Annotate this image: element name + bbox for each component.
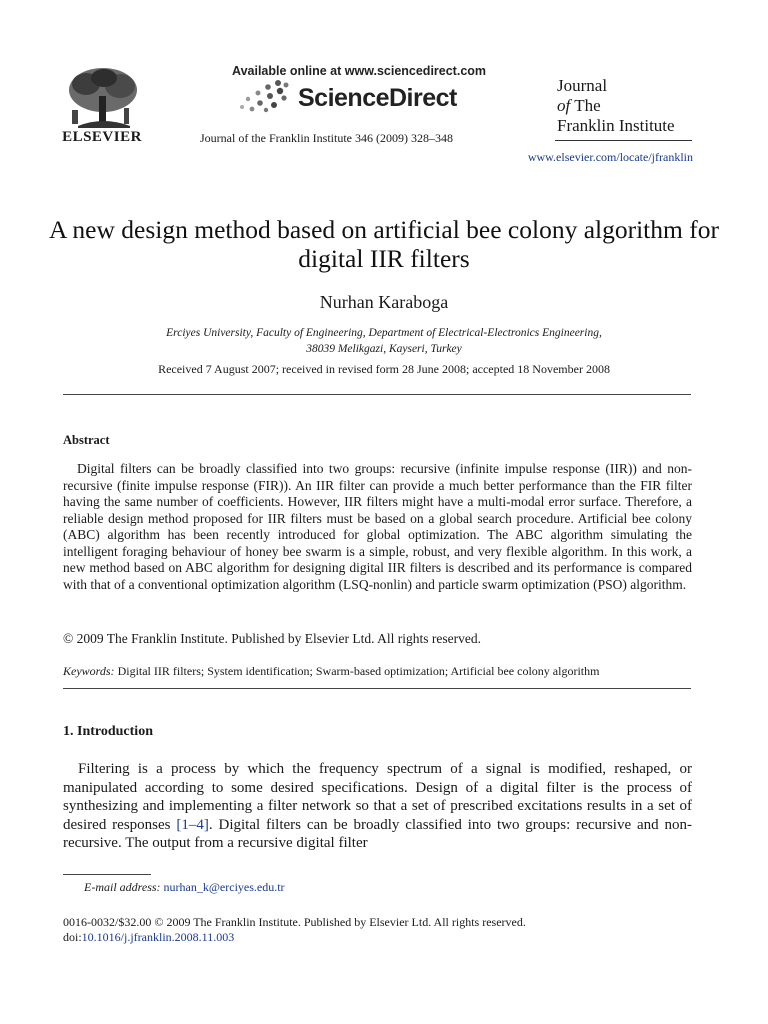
abstract-heading: Abstract xyxy=(63,433,110,447)
author-email-footnote xyxy=(84,880,285,895)
sciencedirect-wordmark[interactable]: ScienceDirect xyxy=(298,84,457,112)
journal-name-line2: of The xyxy=(557,96,601,115)
introduction-paragraph: Filtering is a process by which the frequency spectrum of a signal is modified, reshaped, or manipulated according to some desired specifications. Design of a digital filter is the process of synthesizing and implementing a filter network so that a set of prescribed excitations results in a set of desired responses [1–4]. Digital filters can be broadly classified into two groups: recursive and non-recursive. The output from a recursive digital filter xyxy=(63,761,693,851)
issn-copyright-line: 0016-0032/$32.00 © 2009 The Franklin Institute. Published by Elsevier Ltd. All rights reserved. xyxy=(63,915,526,929)
email-link[interactable]: nurhan_k@erciyes.edu.tr xyxy=(163,880,285,894)
journal-name-rule xyxy=(555,140,692,141)
affiliation-line1: Erciyes University, Faculty of Engineering, Department of Electrical-Electronics Engineering, xyxy=(166,327,602,339)
citation-link[interactable]: [1–4] xyxy=(176,816,209,833)
keywords-list: Digital IIR filters; System identification; Swarm-based optimization; Artificial bee colony algorithm xyxy=(117,664,600,678)
affiliation-line2: 38039 Melikgazi, Kayseri, Turkey xyxy=(306,343,462,355)
journal-name-line1: Journal xyxy=(557,76,608,95)
keywords-label: Keywords: xyxy=(63,664,115,678)
doi-line: doi:10.1016/j.jfranklin.2008.11.003 xyxy=(63,930,235,944)
author-affiliation xyxy=(60,325,708,357)
publisher-name: ELSEVIER xyxy=(62,129,142,145)
abstract-top-divider xyxy=(63,394,691,395)
available-online-text[interactable]: Available online at www.sciencedirect.com xyxy=(232,64,487,78)
section-heading-introduction: 1. Introduction xyxy=(63,724,153,739)
journal-citation: Journal of the Franklin Institute 346 (2009) 328–348 xyxy=(200,131,453,145)
abstract-copyright: © 2009 The Franklin Institute. Published by Elsevier Ltd. All rights reserved. xyxy=(63,631,481,646)
keywords-line xyxy=(63,664,599,679)
received-dates: Received 7 August 2007; received in revised form 28 June 2008; accepted 18 November 2008 xyxy=(158,362,610,376)
journal-name xyxy=(557,76,675,136)
email-label: E-mail address: xyxy=(84,880,161,894)
footnote-rule xyxy=(63,874,151,875)
abstract-body: Digital filters can be broadly classified into two groups: recursive (infinite impulse response (IIR)) and non-recursive (finite impulse response (FIR)). An IIR filter can provide a much better performance than the FIR filter having the same number of coefficients. However, IIR filters might have a multi-modal error surface. Therefore, a reliable design method proposed for IIR filters must be based on a global search procedure. Artificial bee colony (ABC) algorithm has been recently introduced for global optimization. The ABC algorithm simulating the intelligent foraging behaviour of honey bee swarm is a simple, robust, and very flexible algorithm. In this work, a new method based on ABC algorithm for designing digital IIR filters is described and its performance is compared with that of a conventional optimization algorithm (LSQ-nonlin) and particle swarm optimization (PSO) algorithm. xyxy=(63,461,692,592)
doi-link[interactable]: 10.1016/j.jfranklin.2008.11.003 xyxy=(81,930,235,944)
journal-name-line3: Franklin Institute xyxy=(557,116,675,135)
sciencedirect-dots-icon xyxy=(236,79,292,113)
article-title: A new design method based on artificial bee colony algorithm for digital IIR filters xyxy=(49,215,719,273)
journal-url-link[interactable]: www.elsevier.com/locate/jfranklin xyxy=(527,150,693,164)
abstract-bottom-divider xyxy=(63,688,691,689)
article-author: Nurhan Karaboga xyxy=(319,292,449,312)
